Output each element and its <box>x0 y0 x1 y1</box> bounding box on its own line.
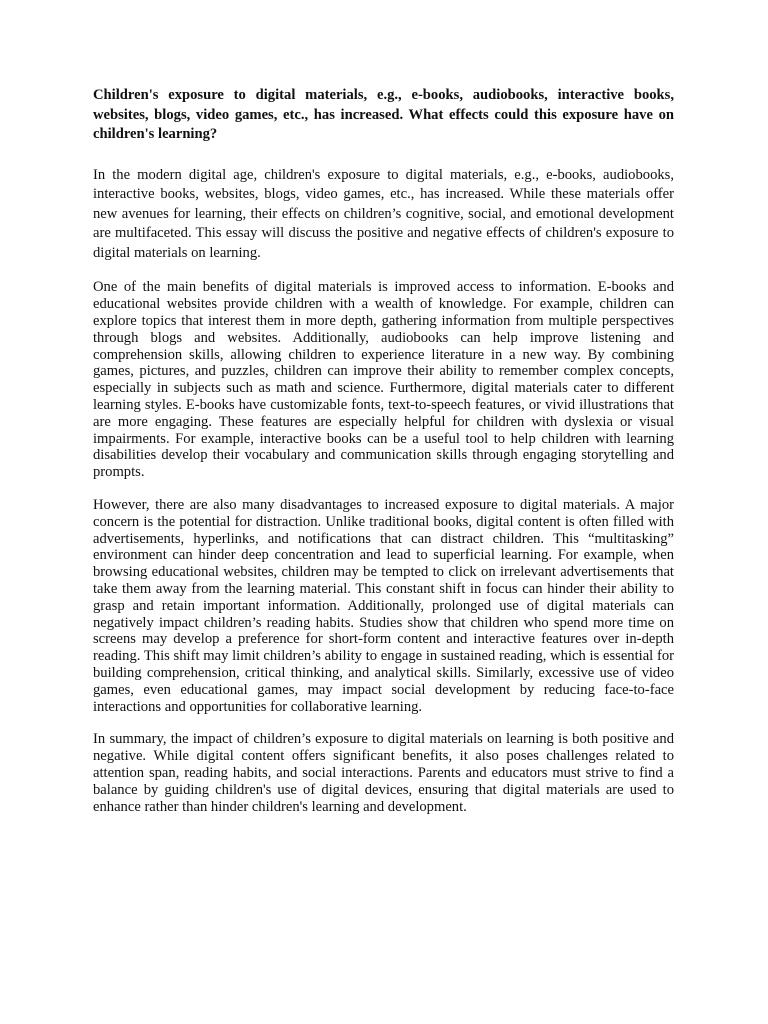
disadvantages-paragraph: However, there are also many disadvantages to increased exposure to digital materials. A major concern is the potential for distraction. Unlike traditional books, digital content is often filled with advertisements, hyperlinks, and notifications that can distract children. This “multitasking” environment can hinder deep concentration and lead to superficial learning. For example, when browsing educational websites, children may be tempted to click on irrelevant advertisements that take them away from the learning material. This constant shift in focus can hinder their ability to grasp and retain important information. Additionally, prolonged use of digital materials can negatively impact children’s reading habits. Studies show that children who spend more time on screens may develop a preference for short-form content and interactive features over in-depth reading. This shift may limit children’s ability to engage in sustained reading, which is essential for building comprehension, critical thinking, and analytical skills. Similarly, excessive use of video games, even educational games, may impact social development by reducing face-to-face interactions and opportunities for collaborative learning. <box>93 497 674 715</box>
essay-question: Children's exposure to digital materials, e.g., e-books, audiobooks, interactive books, websites, blogs, video games, etc., has increased. What effects could this exposure have on children's learning? <box>93 87 674 142</box>
intro-paragraph: In the modern digital age, children's exposure to digital materials, e.g., e-books, audiobooks, interactive books, websites, blogs, video games, etc., has increased. While these materials offer new avenues for learning, their effects on children’s cognitive, social, and emotional development are multifaceted. This essay will discuss the positive and negative effects of children's exposure to digital materials on learning. <box>93 166 674 261</box>
document-page <box>93 86 674 831</box>
summary-paragraph: In summary, the impact of children’s exposure to digital materials on learning is both positive and negative. While digital content offers significant benefits, it also poses challenges related to attention span, reading habits, and social interactions. Parents and educators must strive to find a balance by guiding children's use of digital devices, ensuring that digital materials are used to enhance rather than hinder children's learning and development. <box>93 731 674 815</box>
benefits-paragraph: One of the main benefits of digital materials is improved access to information. E-books and educational websites provide children with a wealth of knowledge. For example, children can explore topics that interest them in more depth, gathering information from multiple perspectives through blogs and websites. Additionally, audiobooks can help improve listening and comprehension skills, allowing children to experience literature in a new way. By combining games, pictures, and puzzles, children can improve their ability to remember complex concepts, especially in subjects such as math and science. Furthermore, digital materials cater to different learning styles. E-books have customizable fonts, text-to-speech features, or vivid illustrations that are more engaging. These features are especially helpful for children with dyslexia or visual impairments. For example, interactive books can be a useful tool to help children with learning disabilities develop their vocabulary and communication skills through engaging storytelling and prompts. <box>93 279 674 481</box>
